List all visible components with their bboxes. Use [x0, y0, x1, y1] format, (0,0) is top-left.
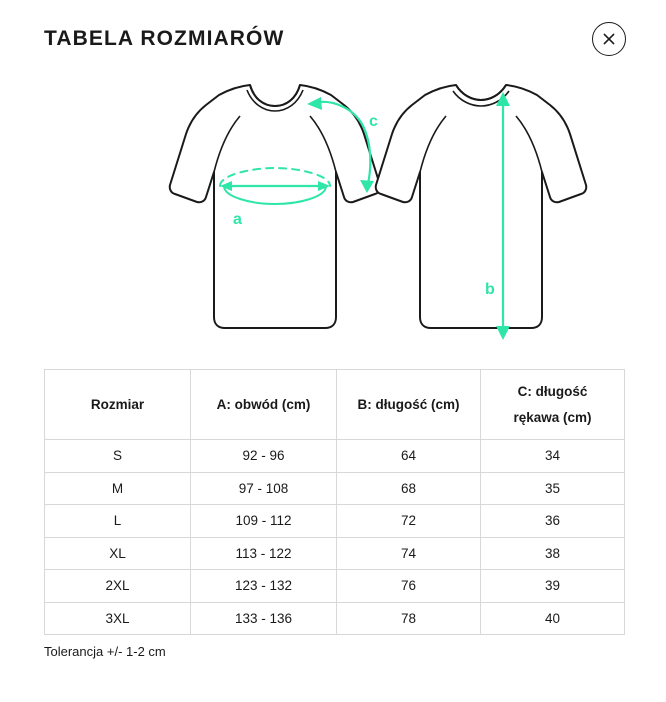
cell-length: 64: [337, 440, 481, 473]
table-row: [45, 440, 625, 473]
cell-sleeve: 40: [481, 602, 625, 635]
cell-chest: 92 - 96: [191, 440, 337, 473]
table-header-chest: [191, 370, 337, 440]
cell-size: L: [45, 505, 191, 538]
cell-length: 74: [337, 537, 481, 570]
cell-chest: 123 - 132: [191, 570, 337, 603]
tshirt-measurement-illustration: [44, 72, 624, 360]
cell-length: 72: [337, 505, 481, 538]
cell-chest: 113 - 122: [191, 537, 337, 570]
page-title: TABELA ROZMIARÓW: [44, 27, 285, 50]
cell-sleeve: 38: [481, 537, 625, 570]
table-row: [45, 505, 625, 538]
label-b: b: [485, 281, 495, 298]
cell-chest: 109 - 112: [191, 505, 337, 538]
cell-length: 78: [337, 602, 481, 635]
cell-size: 2XL: [45, 570, 191, 603]
cell-size: XL: [45, 537, 191, 570]
header: [44, 16, 626, 62]
cell-sleeve: 36: [481, 505, 625, 538]
cell-size: S: [45, 440, 191, 473]
table-header-sleeve-line1: C: długość: [517, 383, 588, 399]
cell-size: 3XL: [45, 602, 191, 635]
table-header-sleeve-line2: rękawa (cm): [513, 409, 592, 425]
tshirt-back-view: [376, 85, 587, 328]
table-header-size: [45, 370, 191, 440]
cell-sleeve: 35: [481, 472, 625, 505]
cell-chest: 97 - 108: [191, 472, 337, 505]
table-header-length: [337, 370, 481, 440]
table-row: [45, 570, 625, 603]
table-row: [45, 472, 625, 505]
table-row: [45, 537, 625, 570]
table-header-row: [45, 370, 625, 440]
label-a: a: [233, 211, 242, 228]
table-body: [45, 440, 625, 635]
label-c: c: [369, 113, 378, 130]
tolerance-note: Tolerancja +/- 1-2 cm: [44, 644, 166, 659]
cell-length: 76: [337, 570, 481, 603]
table-header-length-line1: B: długość (cm): [357, 396, 460, 412]
cell-size: M: [45, 472, 191, 505]
cell-sleeve: 39: [481, 570, 625, 603]
table-header-sleeve: [481, 370, 625, 440]
table-row: [45, 602, 625, 635]
cell-length: 68: [337, 472, 481, 505]
cell-chest: 133 - 136: [191, 602, 337, 635]
table-header-chest-line1: A: obwód (cm): [216, 396, 311, 412]
size-table: [44, 369, 625, 635]
cell-sleeve: 34: [481, 440, 625, 473]
close-icon: [601, 31, 617, 47]
tshirt-front-view: [170, 85, 381, 328]
table-header-size-line1: Rozmiar: [90, 396, 145, 412]
table-header: [45, 370, 625, 440]
close-button[interactable]: [592, 22, 626, 56]
